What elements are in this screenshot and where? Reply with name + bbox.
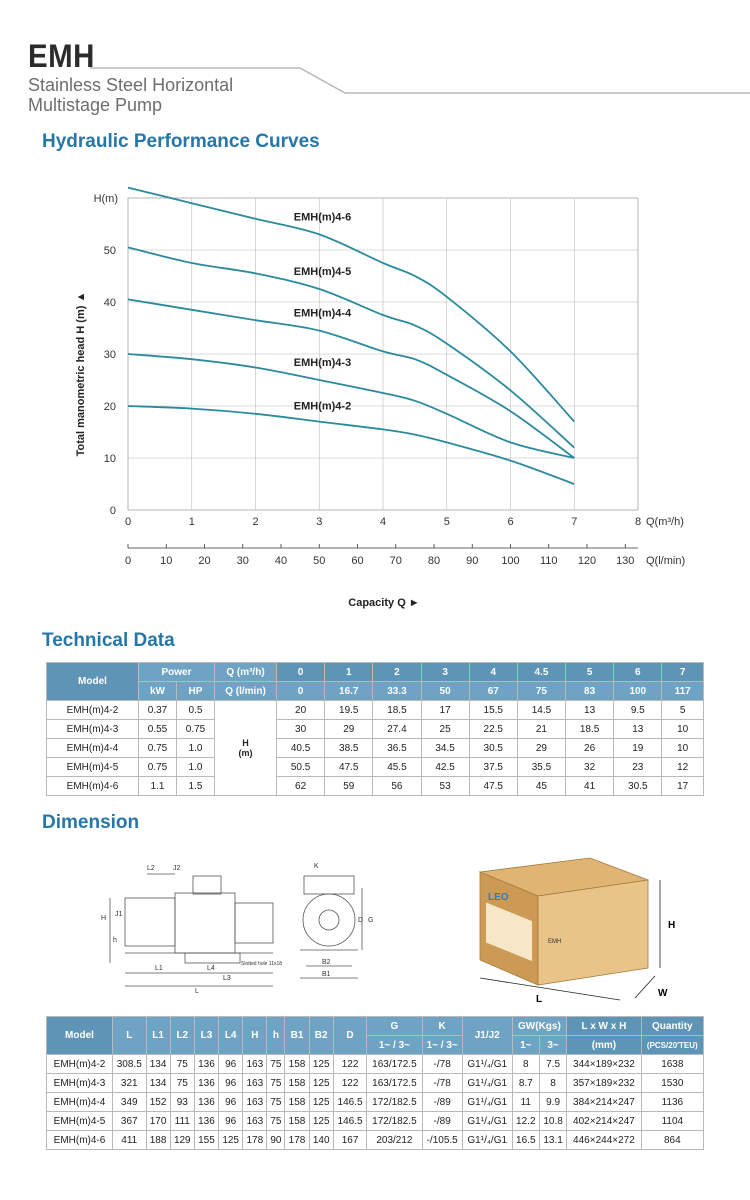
cell-head: 29 [325, 720, 373, 739]
cell-model: EMH(m)4-4 [47, 739, 139, 758]
cell-head: 23 [614, 758, 662, 777]
cell-head: 53 [421, 777, 469, 796]
cell-lwh: 384×214×247 [567, 1093, 641, 1112]
x2-tick-label: 70 [389, 555, 402, 567]
table-row [47, 720, 704, 739]
x-tick-label: 5 [443, 516, 450, 528]
y-unit-label: H(m) [93, 193, 118, 205]
cell-qty: 1638 [641, 1055, 703, 1074]
cell-head: 26 [566, 739, 614, 758]
cell-head: 10 [662, 739, 704, 758]
cell-head: 30.5 [469, 739, 517, 758]
cell-head-unit [215, 701, 277, 796]
cell-d: 122 [333, 1074, 367, 1093]
cell-l4: 96 [219, 1055, 243, 1074]
th-q4: 4 [469, 663, 517, 682]
cell-h: 90 [267, 1131, 285, 1150]
cell-head: 17 [421, 701, 469, 720]
chart-grid [128, 198, 638, 548]
cell-d: 146.5 [333, 1093, 367, 1112]
cell-d: 146.5 [333, 1112, 367, 1131]
x2-tick-label: 100 [501, 555, 520, 567]
x2-tick-label: 120 [577, 555, 597, 567]
x-tick-label: 6 [507, 516, 514, 528]
box-product: EMH [548, 939, 562, 945]
cell-head: 15.5 [469, 701, 517, 720]
cell-head: 17 [662, 777, 704, 796]
label-G: G [368, 917, 374, 924]
x2-tick-label: 130 [616, 555, 635, 567]
x-tick-label: 2 [252, 516, 259, 528]
x-tick-label: 0 [124, 516, 132, 528]
dth-B1: B1 [285, 1017, 309, 1055]
x2-tick-label: 110 [539, 555, 558, 567]
dth-qty-unit: (PCS/20'TEU) [641, 1036, 703, 1055]
label-L4: L4 [207, 965, 215, 972]
th-q3: 3 [421, 663, 469, 682]
cell-qty: 1136 [641, 1093, 703, 1112]
label-J2: J2 [173, 865, 181, 872]
cell-model: EMH(m)4-3 [47, 720, 139, 739]
cell-h: 178 [243, 1131, 267, 1150]
label-H: H [101, 915, 107, 922]
cell-k: -/89 [422, 1093, 462, 1112]
label-K: K [314, 863, 319, 870]
cell-head: 20 [277, 701, 325, 720]
th-l0: 0 [277, 682, 325, 701]
x-tick-label: 4 [379, 516, 387, 528]
cell-b2: 125 [309, 1074, 333, 1093]
cell-lwh: 357×189×232 [567, 1074, 641, 1093]
table-row [47, 777, 704, 796]
x2-tick-label: 60 [351, 555, 364, 567]
box-w: W [658, 988, 668, 999]
th-q5: 4.5 [517, 663, 565, 682]
dth-D: D [333, 1017, 367, 1055]
series-label: EMH(m)4-4 [293, 307, 352, 320]
box-h: H [668, 920, 676, 931]
dth-L4: L4 [219, 1017, 243, 1055]
cell-head: 42.5 [421, 758, 469, 777]
table-row [47, 739, 704, 758]
cell-k: -/89 [422, 1112, 462, 1131]
cell-head: 36.5 [373, 739, 421, 758]
label-B2: B2 [322, 959, 331, 966]
x2-tick-label: 80 [427, 555, 441, 567]
cell-qty: 1104 [641, 1112, 703, 1131]
cell-b2: 125 [309, 1093, 333, 1112]
cell-hp: 0.5 [177, 701, 215, 720]
cell-k: -/78 [422, 1055, 462, 1074]
cell-b2: 125 [309, 1112, 333, 1131]
dth-gw1: 1~ [512, 1036, 539, 1055]
cell-l3: 136 [194, 1093, 218, 1112]
cell-l4: 125 [219, 1131, 243, 1150]
table-row [47, 1093, 704, 1112]
cell-head: 59 [325, 777, 373, 796]
cell-b1: 178 [285, 1131, 309, 1150]
cell-kw: 1.1 [139, 777, 177, 796]
th-q-m3: Q (m³/h) [215, 663, 277, 682]
label-L1: L1 [155, 965, 163, 972]
th-l3: 50 [421, 682, 469, 701]
cell-l4: 96 [219, 1093, 243, 1112]
label-J1: J1 [115, 911, 123, 918]
cell-head: 19 [614, 739, 662, 758]
th-q7: 6 [614, 663, 662, 682]
cell-gw1: 16.5 [512, 1131, 539, 1150]
cell-lwh: 446×244×272 [567, 1131, 641, 1150]
cell-model: EMH(m)4-2 [47, 701, 139, 720]
cell-gw1: 8 [512, 1055, 539, 1074]
label-L3: L3 [223, 975, 231, 982]
cell-l: 308.5 [113, 1055, 147, 1074]
series-label: EMH(m)4-2 [293, 400, 352, 413]
cell-gw1: 11 [512, 1093, 539, 1112]
cell-model: EMH(m)4-6 [47, 777, 139, 796]
section-dimension: Dimension [42, 812, 140, 833]
cell-l1: 188 [146, 1131, 170, 1150]
cell-head: 12 [662, 758, 704, 777]
cell-l4: 96 [219, 1112, 243, 1131]
performance-chart [0, 180, 750, 620]
cell-g: 203/212 [367, 1131, 422, 1150]
cell-kw: 0.75 [139, 739, 177, 758]
pump-side-drawing [95, 858, 295, 993]
cell-head: 5 [662, 701, 704, 720]
cell-b1: 158 [285, 1055, 309, 1074]
cell-head: 47.5 [469, 777, 517, 796]
table-row [47, 1074, 704, 1093]
cell-l2: 129 [170, 1131, 194, 1150]
x2-tick-label: 50 [313, 555, 326, 567]
cell-head: 19.5 [325, 701, 373, 720]
cell-b1: 158 [285, 1093, 309, 1112]
series-line-EMH(m)4-2 [128, 406, 574, 484]
th-q6: 5 [566, 663, 614, 682]
cell-g: 163/172.5 [367, 1074, 422, 1093]
cell-gw3: 10.8 [539, 1112, 566, 1131]
pump-front-drawing [292, 858, 382, 988]
cell-b1: 158 [285, 1074, 309, 1093]
cell-hp: 0.75 [177, 720, 215, 739]
dth-model: Model [47, 1017, 113, 1055]
cell-l3: 136 [194, 1074, 218, 1093]
cell-h: 75 [267, 1055, 285, 1074]
cell-head: 27.4 [373, 720, 421, 739]
cell-qty: 1530 [641, 1074, 703, 1093]
dimension-table [46, 1016, 704, 1150]
x2-tick-label: 0 [124, 555, 132, 567]
label-L2: L2 [147, 865, 155, 872]
x-tick-label: 8 [634, 516, 642, 528]
cell-j: G1¹/₄/G1 [462, 1055, 512, 1074]
cell-j: G1¹/₄/G1 [462, 1074, 512, 1093]
cell-head: 34.5 [421, 739, 469, 758]
cell-model: EMH(m)4-4 [47, 1093, 113, 1112]
cell-l2: 75 [170, 1055, 194, 1074]
dth-H: H [243, 1017, 267, 1055]
box-l: L [536, 994, 543, 1005]
cell-h: 75 [267, 1093, 285, 1112]
cell-j: G1¹/₄/G1 [462, 1131, 512, 1150]
technical-table [46, 662, 704, 796]
cell-j: G1¹/₄/G1 [462, 1112, 512, 1131]
header-rule [0, 60, 750, 100]
th-l5: 75 [517, 682, 565, 701]
section-performance: Hydraulic Performance Curves [42, 131, 320, 152]
cell-k: -/78 [422, 1074, 462, 1093]
cell-head: 14.5 [517, 701, 565, 720]
label-B1: B1 [322, 971, 331, 978]
dth-lwh-unit: (mm) [567, 1036, 641, 1055]
cell-l1: 134 [146, 1055, 170, 1074]
th-kw: kW [139, 682, 177, 701]
dth-qty: Quantity [641, 1017, 703, 1036]
cell-l1: 170 [146, 1112, 170, 1131]
cell-gw3: 9.9 [539, 1093, 566, 1112]
dth-gw3: 3~ [539, 1036, 566, 1055]
cell-l: 411 [113, 1131, 147, 1150]
cell-gw1: 12.2 [512, 1112, 539, 1131]
table-row [47, 1055, 704, 1074]
y-tick-label: 10 [103, 453, 116, 465]
cell-b2: 125 [309, 1055, 333, 1074]
x-tick-label: 1 [188, 516, 195, 528]
x-tick-label: 7 [571, 516, 578, 528]
x2-unit-label: Q(l/min) [646, 555, 686, 567]
dth-GW: GW(Kgs) [512, 1017, 567, 1036]
x2-tick-label: 40 [274, 555, 288, 567]
cell-gw3: 13.1 [539, 1131, 566, 1150]
cell-l1: 152 [146, 1093, 170, 1112]
x1-unit-label: Q(m³/h) [646, 516, 684, 528]
dth-lwh: L x W x H [567, 1017, 641, 1036]
cell-kw: 0.37 [139, 701, 177, 720]
table-row [47, 1112, 704, 1131]
cell-hp: 1.0 [177, 758, 215, 777]
table-row [47, 701, 704, 720]
series-line-EMH(m)4-4 [128, 299, 574, 458]
cell-head: 62 [277, 777, 325, 796]
th-q0: 0 [277, 663, 325, 682]
cell-head: 30 [277, 720, 325, 739]
section-technical: Technical Data [42, 630, 175, 651]
cell-g: 172/182.5 [367, 1093, 422, 1112]
cell-head: 13 [566, 701, 614, 720]
cell-head: 37.5 [469, 758, 517, 777]
cell-lwh: 402×214×247 [567, 1112, 641, 1131]
th-hp: HP [177, 682, 215, 701]
cell-head: 40.5 [277, 739, 325, 758]
cell-gw3: 7.5 [539, 1055, 566, 1074]
label-L: L [195, 988, 199, 993]
series-label: EMH(m)4-6 [293, 211, 352, 224]
cell-l: 349 [113, 1093, 147, 1112]
cell-head: 21 [517, 720, 565, 739]
cell-l: 321 [113, 1074, 147, 1093]
cell-head: 47.5 [325, 758, 373, 777]
cell-head: 18.5 [566, 720, 614, 739]
y-tick-label: 20 [103, 401, 116, 413]
cell-l3: 136 [194, 1055, 218, 1074]
cell-l4: 96 [219, 1074, 243, 1093]
cell-gw1: 8.7 [512, 1074, 539, 1093]
cell-h: 75 [267, 1074, 285, 1093]
dth-L2: L2 [170, 1017, 194, 1055]
cell-head: 38.5 [325, 739, 373, 758]
dimension-body [47, 1055, 704, 1150]
cell-l3: 136 [194, 1112, 218, 1131]
cell-head: 10 [662, 720, 704, 739]
dth-L: L [113, 1017, 147, 1055]
head-unit: (m) [238, 748, 253, 758]
y-tick-label: 40 [103, 297, 116, 309]
cell-l2: 111 [170, 1112, 194, 1131]
y-axis-label: Total manometric head H (m) ▲ [75, 291, 87, 457]
table-row [47, 1131, 704, 1150]
dth-L1: L1 [146, 1017, 170, 1055]
cell-h: 163 [243, 1055, 267, 1074]
dth-G: G [367, 1017, 422, 1036]
y-tick-label: 0 [109, 505, 116, 517]
cell-head: 50.5 [277, 758, 325, 777]
dth-L3: L3 [194, 1017, 218, 1055]
cell-head: 13 [614, 720, 662, 739]
cell-model: EMH(m)4-3 [47, 1074, 113, 1093]
x2-tick-label: 30 [236, 555, 249, 567]
cell-h: 163 [243, 1074, 267, 1093]
cell-hp: 1.0 [177, 739, 215, 758]
cell-head: 35.5 [517, 758, 565, 777]
cell-model: EMH(m)4-5 [47, 758, 139, 777]
carton-box-illustration [460, 850, 700, 1005]
cell-head: 45 [517, 777, 565, 796]
cell-j: G1¹/₄/G1 [462, 1093, 512, 1112]
cell-head: 9.5 [614, 701, 662, 720]
y-tick-label: 50 [103, 245, 116, 257]
dth-J: J1/J2 [462, 1017, 512, 1055]
th-power: Power [139, 663, 215, 682]
cell-lwh: 344×189×232 [567, 1055, 641, 1074]
cell-head: 30.5 [614, 777, 662, 796]
subtitle-line2: Multistage Pump [28, 95, 163, 115]
th-q8: 7 [662, 663, 704, 682]
subtitle-line1: Stainless Steel Horizontal [28, 75, 234, 95]
cell-g: 172/182.5 [367, 1112, 422, 1131]
cell-model: EMH(m)4-5 [47, 1112, 113, 1131]
head-label: H [242, 738, 249, 748]
cell-head: 41 [566, 777, 614, 796]
dth-B2: B2 [309, 1017, 333, 1055]
cell-model: EMH(m)4-2 [47, 1055, 113, 1074]
x-tick-label: 3 [316, 516, 323, 528]
cell-gw3: 8 [539, 1074, 566, 1093]
th-l8: 117 [662, 682, 704, 701]
model-title: EMH [28, 38, 95, 74]
table-row [47, 758, 704, 777]
th-q1: 1 [325, 663, 373, 682]
dth-g-sub: 1~ / 3~ [367, 1036, 422, 1055]
cell-head: 32 [566, 758, 614, 777]
cell-k: -/105.5 [422, 1131, 462, 1150]
cell-d: 167 [333, 1131, 367, 1150]
x2-tick-label: 20 [198, 555, 211, 567]
cell-kw: 0.55 [139, 720, 177, 739]
dth-K: K [422, 1017, 462, 1036]
cell-h: 163 [243, 1093, 267, 1112]
th-model: Model [47, 663, 139, 701]
cell-l3: 155 [194, 1131, 218, 1150]
cell-model: EMH(m)4-6 [47, 1131, 113, 1150]
cell-l2: 93 [170, 1093, 194, 1112]
th-q-l: Q (l/min) [215, 682, 277, 701]
series-label: EMH(m)4-5 [293, 266, 352, 278]
cell-l: 367 [113, 1112, 147, 1131]
chart-curves [128, 188, 574, 484]
cell-hp: 1.5 [177, 777, 215, 796]
th-l1: 16.7 [325, 682, 373, 701]
cell-b1: 158 [285, 1112, 309, 1131]
th-l2: 33.3 [373, 682, 421, 701]
cell-l2: 75 [170, 1074, 194, 1093]
dth-k-sub: 1~ / 3~ [422, 1036, 462, 1055]
cell-g: 163/172.5 [367, 1055, 422, 1074]
cell-qty: 864 [641, 1131, 703, 1150]
cell-kw: 0.75 [139, 758, 177, 777]
cell-head: 56 [373, 777, 421, 796]
cell-head: 22.5 [469, 720, 517, 739]
th-l4: 67 [469, 682, 517, 701]
series-label: EMH(m)4-3 [293, 357, 352, 369]
th-q2: 2 [373, 663, 421, 682]
x2-tick-label: 10 [160, 555, 173, 567]
cell-h: 75 [267, 1112, 285, 1131]
label-D: D [358, 917, 364, 924]
dth-h: h [267, 1017, 285, 1055]
cell-head: 25 [421, 720, 469, 739]
cell-b2: 140 [309, 1131, 333, 1150]
cell-head: 18.5 [373, 701, 421, 720]
label-slotted: Slotted hole 11x18 [241, 961, 283, 967]
cell-d: 122 [333, 1055, 367, 1074]
cell-l1: 134 [146, 1074, 170, 1093]
y-tick-label: 30 [103, 349, 116, 361]
x-axis-label: Capacity Q ► [348, 597, 420, 609]
technical-body [47, 701, 704, 796]
cell-head: 29 [517, 739, 565, 758]
th-l7: 100 [614, 682, 662, 701]
label-h: h [113, 937, 117, 944]
cell-h: 163 [243, 1112, 267, 1131]
cell-head: 45.5 [373, 758, 421, 777]
box-brand: LEO [488, 892, 509, 903]
th-l6: 83 [566, 682, 614, 701]
x2-tick-label: 90 [466, 555, 479, 567]
